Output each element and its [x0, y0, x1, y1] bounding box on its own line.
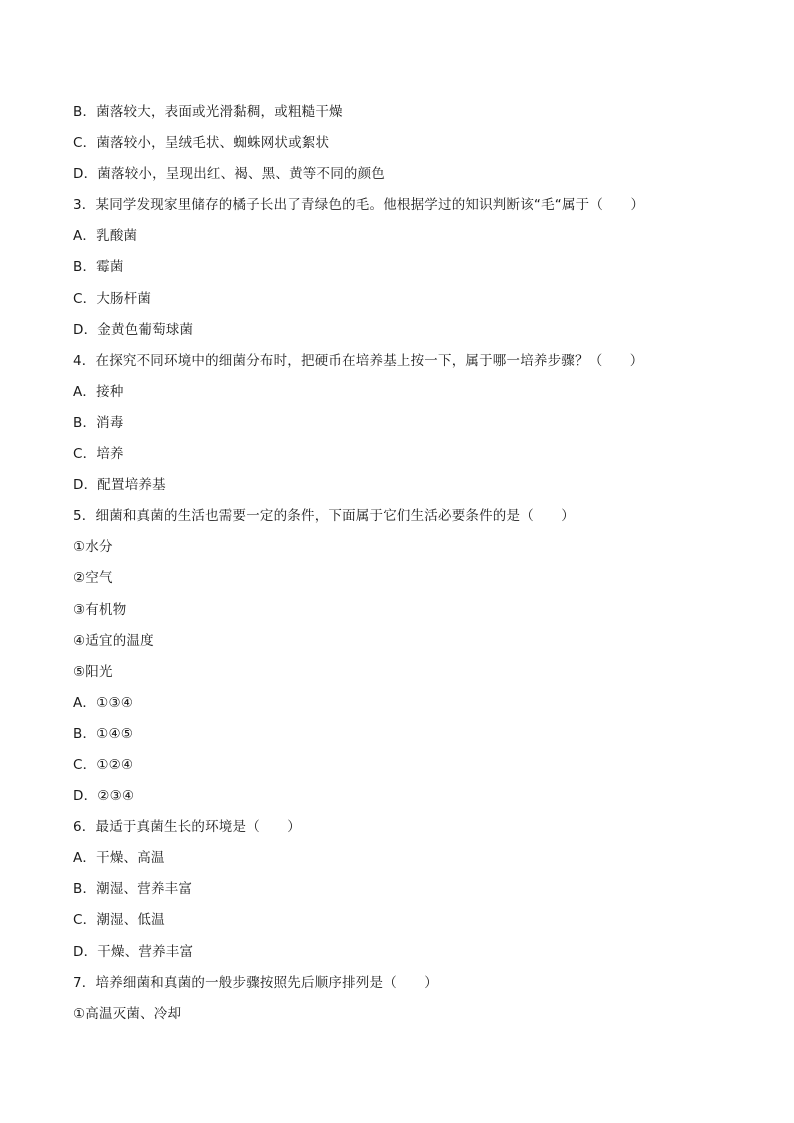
option-b-q3: B．霉菌	[73, 259, 124, 276]
option-a-q4: A．接种	[73, 383, 124, 400]
question-3: 3．某同学发现家里储存的橘子长出了青绿色的毛。他根据学过的知识判断该“毛“属于（ ）	[73, 197, 645, 214]
option-c-q3: C．大肠杆菌	[73, 290, 152, 307]
option-c-q2: C．菌落较小，呈绒毛状、蜘蛛网状或絮状	[73, 135, 330, 152]
question-5: 5．细菌和真菌的生活也需要一定的条件，下面属于它们生活必要条件的是（ ）	[73, 508, 575, 525]
option-b-q2: B．菌落较大，表面或光滑黏稠，或粗糙干燥	[73, 104, 343, 120]
option-c-q6: C．潮湿、低温	[73, 912, 165, 929]
step-1-q7: ①高温灭菌、冷却	[73, 1005, 182, 1022]
option-d-q3: D．金黄色葡萄球菌	[73, 321, 194, 338]
condition-2: ②空气	[73, 570, 113, 587]
question-text-block	[73, 101, 733, 1034]
option-b-q6: B．潮湿、营养丰富	[73, 881, 193, 898]
condition-5: ⑤阳光	[73, 663, 113, 680]
option-d-q2: D．菌落较小，呈现出红、褐、黑、黄等不同的颜色	[73, 166, 385, 183]
option-d-q5: D．②③④	[73, 788, 135, 805]
question-6: 6．最适于真菌生长的环境是（ ）	[73, 819, 301, 836]
option-d-q4: D．配置培养基	[73, 477, 166, 494]
condition-4: ④适宜的温度	[73, 632, 154, 649]
condition-3: ③有机物	[73, 601, 127, 618]
option-b-q5: B．①④⑤	[73, 725, 134, 742]
question-4: 4．在探究不同环境中的细菌分布时，把硬币在培养基上按一下，属于哪一培养步骤？（ ）	[73, 352, 644, 369]
option-c-q4: C．培养	[73, 446, 124, 463]
option-a-q5: A．①③④	[73, 694, 134, 711]
option-d-q6: D．干燥、营养丰富	[73, 943, 194, 960]
option-a-q6: A．干燥、高温	[73, 850, 165, 867]
option-c-q5: C．①②④	[73, 756, 134, 773]
option-b-q4: B．消毒	[73, 414, 124, 431]
option-a-q3: A．乳酸菌	[73, 228, 138, 245]
question-7: 7．培养细菌和真菌的一般步骤按照先后顺序排列是（ ）	[73, 974, 438, 991]
condition-1: ①水分	[73, 539, 113, 556]
